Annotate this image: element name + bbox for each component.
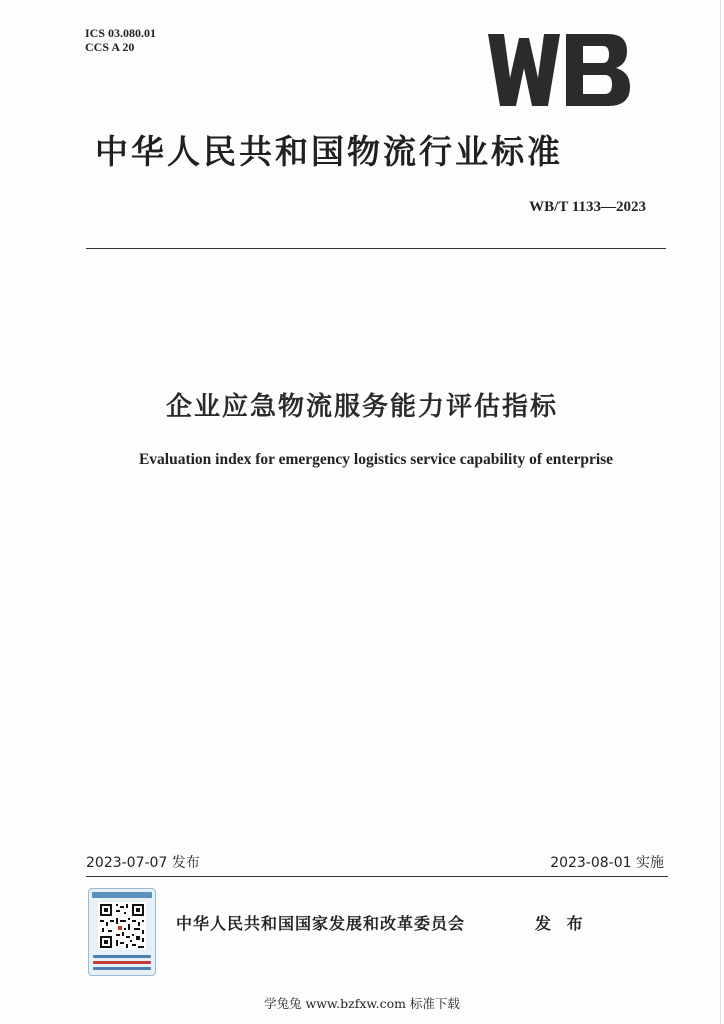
standard-number: WB/T 1133—2023 [529, 199, 646, 215]
publish-label: 发 布 [535, 914, 588, 933]
wb-logo [488, 34, 630, 106]
stamp-text-line [93, 967, 151, 970]
qr-code [98, 902, 146, 950]
stamp-text-line [93, 955, 151, 958]
issue-date: 2023-07-07 发布 [86, 855, 200, 871]
standard-category-title: 中华人民共和国物流行业标准 [95, 132, 563, 171]
stamp-header-bar [92, 892, 152, 898]
classification-codes [85, 26, 156, 54]
ics-code: ICS 03.080.01 [85, 26, 157, 40]
bottom-divider [86, 876, 668, 877]
wb-logo-icon [488, 34, 630, 106]
download-watermark: 学兔兔 www.bzfxw.com 标准下载 [264, 996, 460, 1011]
stamp-text-line [93, 961, 151, 964]
publisher-name: 中华人民共和国国家发展和改革委员会 [176, 914, 466, 933]
ccs-code: CCS A 20 [85, 40, 135, 54]
top-divider [86, 248, 666, 249]
document-title-chinese: 企业应急物流服务能力评估指标 [165, 392, 558, 422]
document-title-english: Evaluation index for emergency logistics service capability of enterprise [138, 451, 614, 468]
anti-counterfeit-qr-icon [88, 888, 156, 976]
implementation-date: 2023-08-01 实施 [550, 855, 664, 871]
